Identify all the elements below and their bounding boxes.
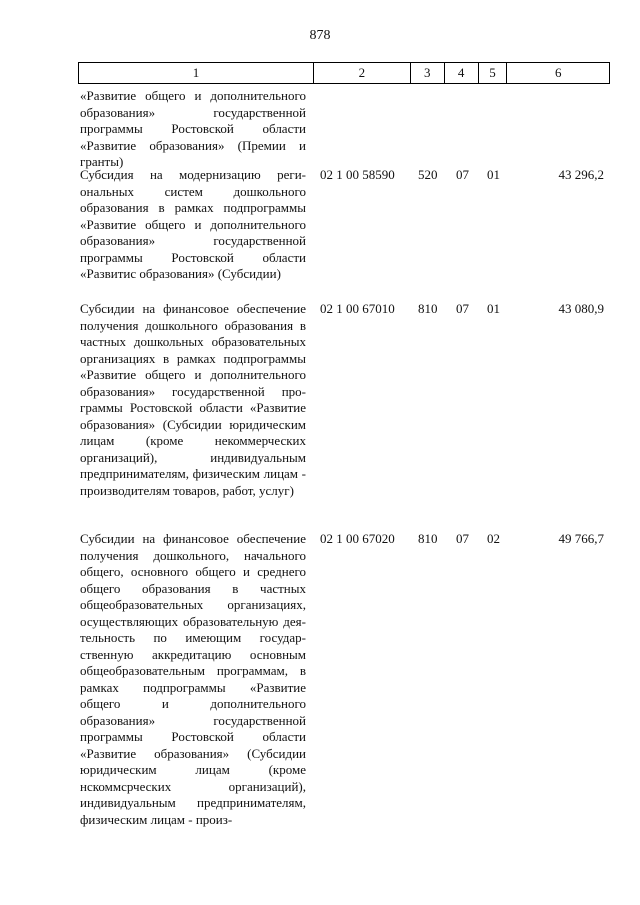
header-col-3: 3: [411, 63, 445, 83]
row-target-code: 02 1 00 67020: [320, 531, 395, 546]
row-section: 07: [456, 167, 469, 182]
row-target-code: 02 1 00 67010: [320, 301, 395, 316]
row-description: Субсидии на финансовое обеспечение получения дошкольного, начального общего, основного общего и среднего общего образования в частных общеобразовательных организациях, осуществляющих образовательную деятельность по имеющим государственную аккредитацию основным общеобразовательным программам, в рамках подпрограммы «Развитие общего и дополнительного образования» государственной программы Ростовской области «Развитие образования» (Субсидии юридическим лицам (кроме нскоммсрческих организаций), индивидуальным предпринимателям, физическим лицам - произ-: [80, 531, 306, 827]
header-col-1: 1: [79, 63, 314, 83]
table-header: [78, 62, 610, 84]
row-amount: 49 766,7: [558, 531, 604, 546]
row-expense-type: 520: [418, 167, 438, 182]
row-section: 07: [456, 301, 469, 316]
row-subsection: 01: [487, 301, 500, 316]
page-number: 878: [309, 28, 331, 43]
row-expense-type: 810: [418, 531, 438, 546]
row-expense-type: 810: [418, 301, 438, 316]
header-col-4: 4: [445, 63, 479, 83]
row-subsection: 02: [487, 531, 500, 546]
row-description: Субсидии на финансовое обеспечение получения дошкольного образования в частных дошкольных образовательных организациях в рамках подпрограммы «Развитие общего и дополнительного образования» государственной программы Ростовской области «Развитие образования» (Субсидии юридическим лицам (кроме некоммерческих организаций), индивидуальным предпринимателям, физическим лицам - производителям товаров, работ, услуг): [80, 301, 306, 498]
row-description: «Развитие общего и дополнительного образования» государственной программы Ростовской области «Развитие образования» (Премии и гранты): [80, 88, 306, 169]
row-description: Субсидия на модернизацию региональных систем дошкольного образования в рамках подпрограммы «Развитие общего и дополнительного образования» государственной программы Ростовской области «Развитис образования» (Субсидии): [80, 167, 306, 281]
header-col-5: 5: [479, 63, 508, 83]
row-amount: 43 296,2: [558, 167, 604, 182]
header-col-6: 6: [554, 65, 562, 80]
row-target-code: 02 1 00 58590: [320, 167, 395, 182]
row-amount: 43 080,9: [558, 301, 604, 316]
row-section: 07: [456, 531, 469, 546]
row-subsection: 01: [487, 167, 500, 182]
header-col-2: 2: [314, 63, 411, 83]
